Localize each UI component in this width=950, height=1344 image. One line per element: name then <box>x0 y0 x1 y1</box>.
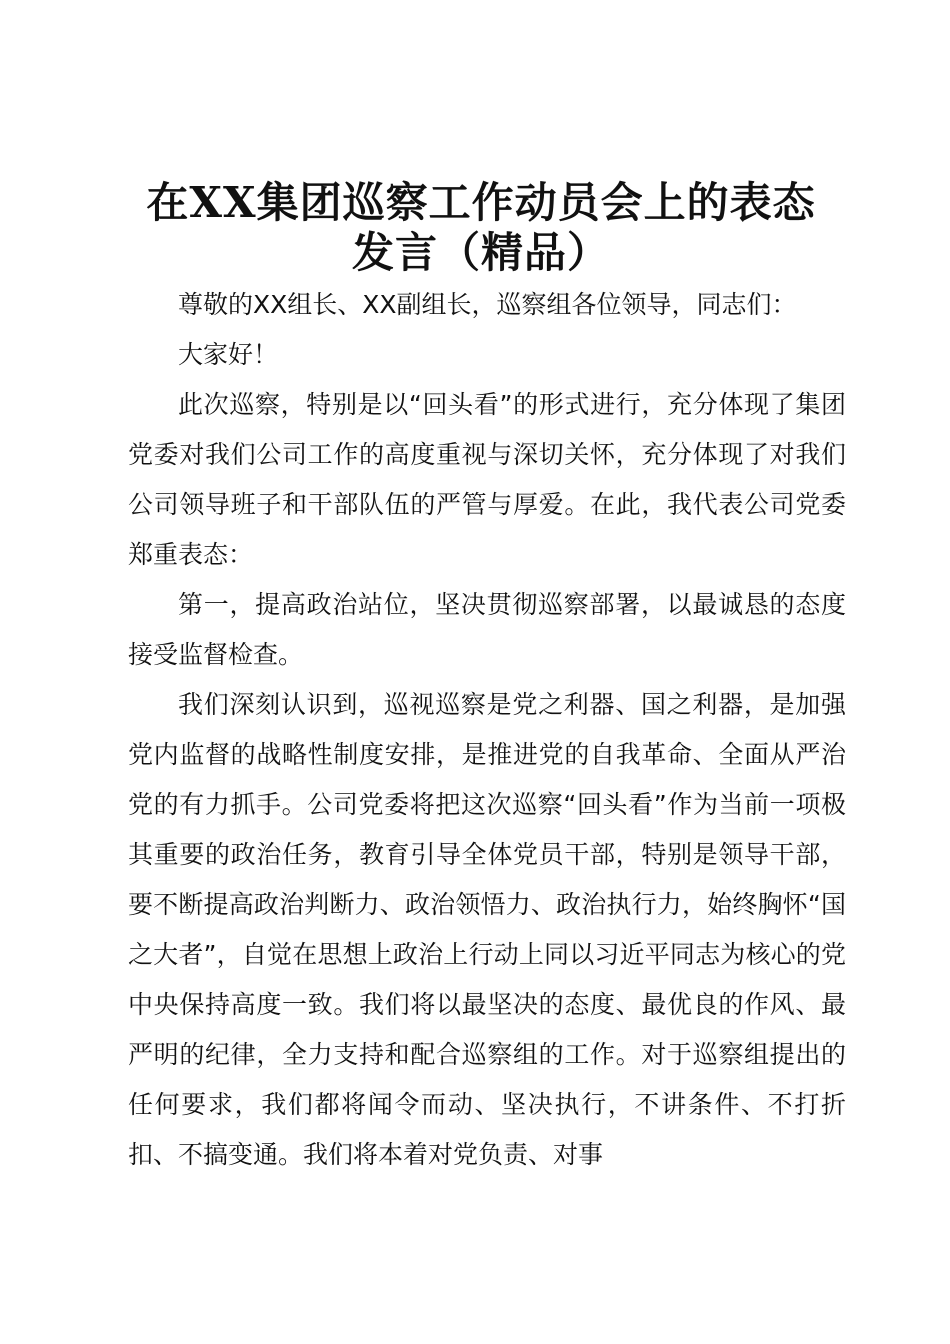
document-body <box>128 280 846 1180</box>
document-title: 在XX集团巡察工作动员会上的表态发言（精品） <box>146 178 816 277</box>
salutation-paragraph: 尊敬的XX组长、XX副组长，巡察组各位领导，同志们： <box>178 290 797 319</box>
intro-paragraph: 此次巡察，特别是以“回头看”的形式进行，充分体现了集团党委对我们公司工作的高度重视与深切关怀，充分体现了对我们公司领导班子和干部队伍的严管与厚爱。在此，我代表公司党委郑重表态： <box>128 390 846 569</box>
greeting-paragraph: 大家好！ <box>178 340 279 369</box>
point-one-body: 我们深刻认识到，巡视巡察是党之利器、国之利器，是加强党内监督的战略性制度安排，是推进党的自我革命、全面从严治党的有力抓手。公司党委将把这次巡察“回头看”作为当前一项极其重要的政治任务，教育引导全体党员干部，特别是领导干部，要不断提高政治判断力、政治领悟力、政治执行力，始终胸怀“国之大者”，自觉在思想上政治上行动上同以习近平同志为核心的党中央保持高度一致。我们将以最坚决的态度、最优良的作风、最严明的纪律，全力支持和配合巡察组的工作。对于巡察组提出的任何要求，我们都将闻令而动、坚决执行，不讲条件、不打折扣、不搞变通。我们将本着对党负责、对事 <box>128 690 846 1169</box>
point-one-heading: 第一，提高政治站位，坚决贯彻巡察部署，以最诚恳的态度接受监督检查。 <box>128 590 846 669</box>
